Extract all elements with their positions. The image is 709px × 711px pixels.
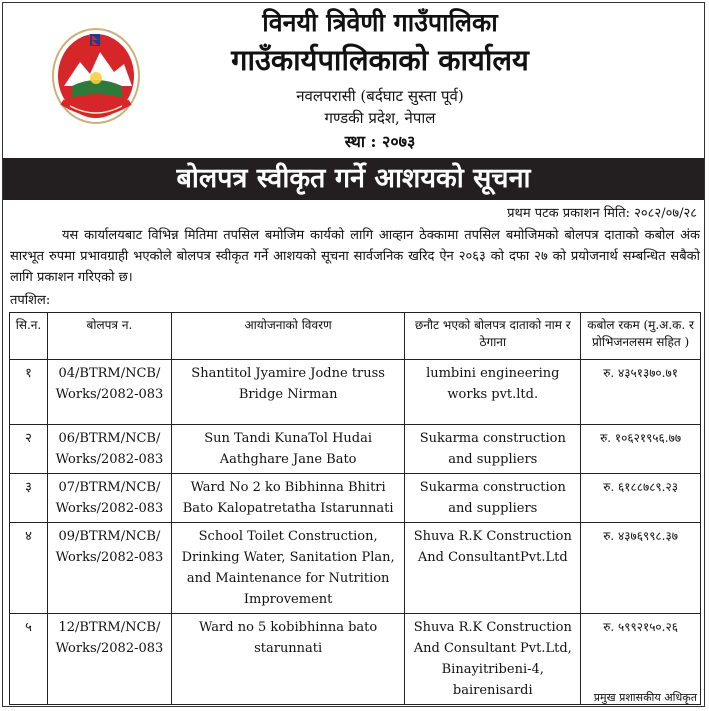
table-row	[10, 360, 701, 425]
table-row	[10, 425, 701, 474]
cell-bidder: lumbini engineering works pvt.ltd.	[405, 360, 581, 425]
table-row	[10, 474, 701, 523]
notice-title: बोलपत्र स्वीकृत गर्ने आशयको सूचना	[3, 158, 704, 200]
municipality-name: विनयी त्रिवेणी गाउँपालिका	[262, 8, 498, 37]
publication-date: प्रथम पटक प्रकाशन मिति: २०८२/०७/२८	[507, 206, 697, 221]
established-year: स्था : २०७३	[344, 132, 416, 151]
cell-serial: १	[10, 360, 48, 425]
signatory-title: प्रमुख प्रशासकीय अधिकृत	[593, 691, 697, 704]
office-name: गाउँकार्यपालिकाको कार्यालय	[231, 43, 529, 77]
col-project: आयोजनाको विवरण	[171, 313, 404, 360]
bid-table	[9, 312, 701, 705]
cell-bidder: Sukarma construction and suppliers	[405, 474, 581, 523]
cell-amount: रु. ५९९२१५०.२६	[581, 614, 701, 705]
cell-bid-no: 06/BTRM/NCB/ Works/2082-083	[47, 425, 171, 474]
col-serial: सि.न.	[10, 313, 48, 360]
cell-amount: रु. ६१८८७८९.२३	[581, 474, 701, 523]
cell-bidder: Shuva R.K Construction And Consultant Pvt.Ltd, Binayitribeni-4, bairenisardi	[405, 614, 581, 705]
cell-bidder: Sukarma construction and suppliers	[405, 425, 581, 474]
district-line: नवलपरासी (बर्दघाट सुस्ता पूर्व)	[296, 87, 464, 105]
cell-bidder: Shuva R.K Construction And ConsultantPvt.Ltd	[405, 523, 581, 614]
notice-body: यस कार्यालयबाट विभिन्न मितिमा तपसिल बमोजिम कार्यको लागि आव्हान ठेक्कामा तपसिल बमोजिमको बोलपत्र दाताको कबोल अंक सारभूत रुपमा प्रभावग्राही भएकोले बोलपत्र स्वीकृत गर्ने आशयको सूचना सार्वजनिक खरिद ऐन २०६३ को दफा २७ को प्रयोजनार्थ सम्बन्धित सबैको लागि प्रकाशन गरिएको छ।	[10, 228, 700, 285]
table-row	[10, 523, 701, 614]
cell-amount: रु. ४३७६९९८.३७	[581, 523, 701, 614]
cell-bid-no: 12/BTRM/NCB/ Works/2082-083	[47, 614, 171, 705]
cell-project: School Toilet Construction, Drinking Water, Sanitation Plan, and Maintenance for Nutrition Improvement	[171, 523, 404, 614]
cell-project: Ward No 2 ko Bibhinna Bhitri Bato Kalopatretatha Istarunnati	[171, 474, 404, 523]
cell-project: Shantitol Jyamire Jodne truss Bridge Nirman	[171, 360, 404, 425]
cell-serial: २	[10, 425, 48, 474]
cell-serial: ५	[10, 614, 48, 705]
cell-project: Sun Tandi KunaTol Hudai Aathghare Jane Bato	[171, 425, 404, 474]
cell-bid-no: 04/BTRM/NCB/ Works/2082-083	[47, 360, 171, 425]
cell-bid-no: 09/BTRM/NCB/ Works/2082-083	[47, 523, 171, 614]
col-bidder: छनौट भएको बोलपत्र दाताको नाम र ठेगाना	[405, 313, 581, 360]
cell-serial: ३	[10, 474, 48, 523]
cell-amount: रु. १०६२१९५६.७७	[581, 425, 701, 474]
schedule-label: तपशिल:	[10, 293, 51, 308]
province-line: गण्डकी प्रदेश, नेपाल	[324, 109, 436, 127]
table-header-row	[10, 313, 701, 360]
nepal-emblem-icon	[50, 26, 142, 128]
cell-amount: रु. ४३५१३७०.७१	[581, 360, 701, 425]
col-bid-no: बोलपत्र न.	[47, 313, 171, 360]
cell-serial: ४	[10, 523, 48, 614]
cell-project: Ward no 5 kobibhinna bato starunnati	[171, 614, 404, 705]
col-amount: कबोल रकम (मु.अ.क. र प्रोभिजनलसम सहित )	[581, 313, 701, 360]
cell-bid-no: 07/BTRM/NCB/ Works/2082-083	[47, 474, 171, 523]
